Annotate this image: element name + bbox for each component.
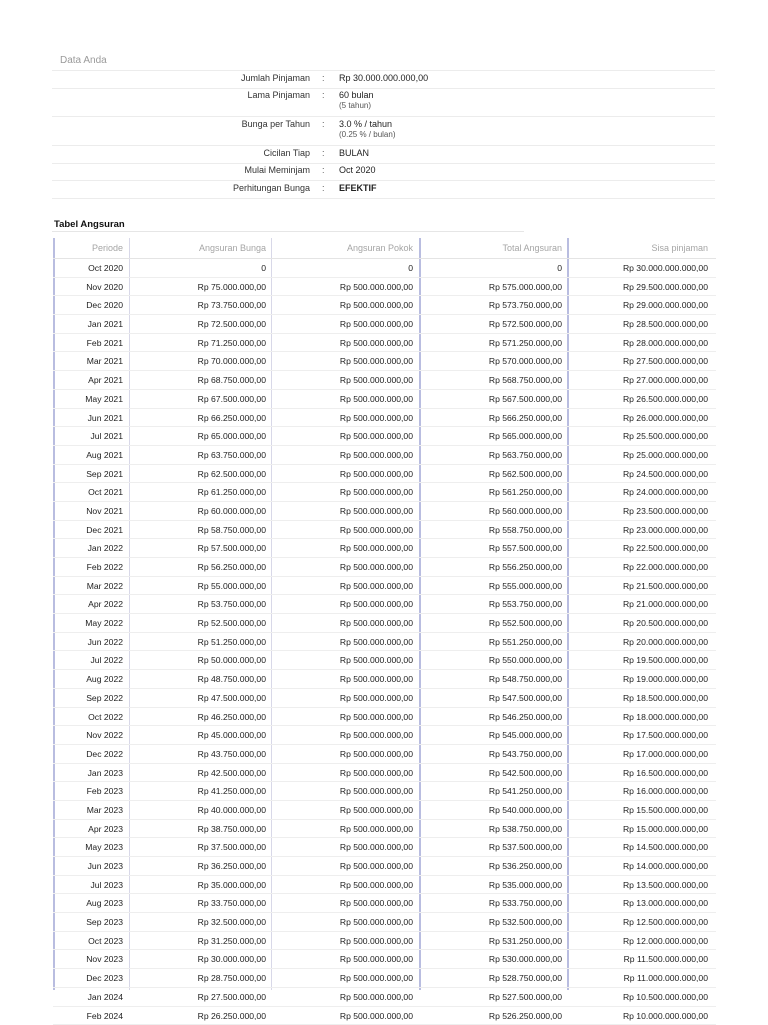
cell-angsuran-pokok: Rp 500.000.000,00 [275,618,413,628]
table-row [53,801,716,820]
info-value: Rp 30.000.000.000,00 [339,73,428,84]
info-label: Perhitungan Bunga [233,183,310,194]
cell-total-angsuran: Rp 551.250.000,00 [423,637,562,647]
table-row [53,502,716,521]
cell-angsuran-bunga: Rp 48.750.000,00 [133,674,266,684]
cell-periode: May 2023 [53,842,123,852]
table-row [53,539,716,558]
table-row [53,838,716,857]
cell-total-angsuran: 0 [423,263,562,273]
cell-total-angsuran: Rp 557.500.000,00 [423,543,562,553]
info-label: Cicilan Tiap [263,148,310,159]
table-row [53,352,716,371]
cell-sisa-pinjaman: Rp 22.500.000.000,00 [571,543,708,553]
cell-angsuran-pokok: Rp 500.000.000,00 [275,992,413,1002]
table-row [53,315,716,334]
cell-total-angsuran: Rp 575.000.000,00 [423,282,562,292]
cell-sisa-pinjaman: Rp 29.500.000.000,00 [571,282,708,292]
table-row [53,577,716,596]
cell-angsuran-bunga: Rp 28.750.000,00 [133,973,266,983]
cell-angsuran-pokok: Rp 500.000.000,00 [275,898,413,908]
cell-angsuran-bunga: Rp 70.000.000,00 [133,356,266,366]
cell-angsuran-bunga: Rp 68.750.000,00 [133,375,266,385]
table-row [53,651,716,670]
cell-angsuran-bunga: Rp 40.000.000,00 [133,805,266,815]
cell-periode: Aug 2023 [53,898,123,908]
cell-periode: Jan 2021 [53,319,123,329]
cell-periode: Jun 2023 [53,861,123,871]
cell-sisa-pinjaman: Rp 14.000.000.000,00 [571,861,708,871]
cell-periode: Feb 2022 [53,562,123,572]
cell-angsuran-bunga: Rp 73.750.000,00 [133,300,266,310]
cell-sisa-pinjaman: Rp 13.500.000.000,00 [571,880,708,890]
cell-sisa-pinjaman: Rp 21.000.000.000,00 [571,599,708,609]
table-row [53,427,716,446]
cell-periode: Apr 2022 [53,599,123,609]
cell-angsuran-bunga: Rp 55.000.000,00 [133,581,266,591]
cell-periode: Jan 2022 [53,543,123,553]
cell-angsuran-bunga: Rp 60.000.000,00 [133,506,266,516]
header-periode[interactable]: Periode [53,243,123,253]
table-row [53,595,716,614]
cell-angsuran-bunga: Rp 65.000.000,00 [133,431,266,441]
cell-sisa-pinjaman: Rp 26.500.000.000,00 [571,394,708,404]
cell-angsuran-pokok: Rp 500.000.000,00 [275,749,413,759]
cell-periode: Apr 2023 [53,824,123,834]
cell-periode: Jul 2023 [53,880,123,890]
cell-sisa-pinjaman: Rp 17.500.000.000,00 [571,730,708,740]
cell-angsuran-pokok: Rp 500.000.000,00 [275,375,413,385]
cell-total-angsuran: Rp 527.500.000,00 [423,992,562,1002]
tabel-angsuran-title: Tabel Angsuran [54,219,125,230]
cell-sisa-pinjaman: Rp 27.000.000.000,00 [571,375,708,385]
cell-angsuran-pokok: Rp 500.000.000,00 [275,338,413,348]
cell-sisa-pinjaman: Rp 10.500.000.000,00 [571,992,708,1002]
cell-sisa-pinjaman: Rp 26.000.000.000,00 [571,413,708,423]
table-row [53,782,716,801]
cell-total-angsuran: Rp 565.000.000,00 [423,431,562,441]
cell-angsuran-pokok: Rp 500.000.000,00 [275,450,413,460]
cell-angsuran-pokok: Rp 500.000.000,00 [275,1011,413,1021]
cell-total-angsuran: Rp 560.000.000,00 [423,506,562,516]
cell-periode: Oct 2023 [53,936,123,946]
table-row [53,334,716,353]
table-row [53,296,716,315]
cell-angsuran-bunga: Rp 33.750.000,00 [133,898,266,908]
cell-periode: Sep 2021 [53,469,123,479]
cell-total-angsuran: Rp 535.000.000,00 [423,880,562,890]
table-row [53,745,716,764]
table-row [53,521,716,540]
cell-angsuran-pokok: Rp 500.000.000,00 [275,356,413,366]
cell-sisa-pinjaman: Rp 30.000.000.000,00 [571,263,708,273]
cell-angsuran-bunga: Rp 62.500.000,00 [133,469,266,479]
cell-angsuran-pokok: Rp 500.000.000,00 [275,674,413,684]
cell-sisa-pinjaman: Rp 17.000.000.000,00 [571,749,708,759]
cell-angsuran-bunga: Rp 63.750.000,00 [133,450,266,460]
info-value: BULAN [339,148,369,159]
table-row [53,1007,716,1025]
table-row [53,390,716,409]
cell-periode: Dec 2023 [53,973,123,983]
cell-total-angsuran: Rp 540.000.000,00 [423,805,562,815]
info-colon: : [322,148,325,159]
cell-total-angsuran: Rp 526.250.000,00 [423,1011,562,1021]
cell-periode: May 2022 [53,618,123,628]
cell-periode: Feb 2024 [53,1011,123,1021]
info-colon: : [322,90,325,101]
info-value [339,119,395,140]
cell-total-angsuran: Rp 546.250.000,00 [423,712,562,722]
table-row [53,969,716,988]
cell-total-angsuran: Rp 532.500.000,00 [423,917,562,927]
info-colon: : [322,165,325,176]
info-label: Bunga per Tahun [242,119,310,130]
cell-periode: May 2021 [53,394,123,404]
cell-total-angsuran: Rp 571.250.000,00 [423,338,562,348]
cell-angsuran-bunga: Rp 67.500.000,00 [133,394,266,404]
cell-total-angsuran: Rp 530.000.000,00 [423,954,562,964]
cell-angsuran-pokok: Rp 500.000.000,00 [275,282,413,292]
cell-angsuran-pokok: Rp 500.000.000,00 [275,562,413,572]
cell-total-angsuran: Rp 566.250.000,00 [423,413,562,423]
cell-angsuran-bunga: Rp 47.500.000,00 [133,693,266,703]
cell-periode: Dec 2021 [53,525,123,535]
cell-total-angsuran: Rp 528.750.000,00 [423,973,562,983]
cell-sisa-pinjaman: Rp 24.500.000.000,00 [571,469,708,479]
cell-angsuran-bunga: Rp 32.500.000,00 [133,917,266,927]
table-row [53,894,716,913]
cell-angsuran-pokok: Rp 500.000.000,00 [275,768,413,778]
cell-total-angsuran: Rp 552.500.000,00 [423,618,562,628]
table-row [53,633,716,652]
cell-total-angsuran: Rp 570.000.000,00 [423,356,562,366]
cell-total-angsuran: Rp 567.500.000,00 [423,394,562,404]
info-value-sub: (0.25 % / bulan) [339,130,395,140]
cell-angsuran-bunga: Rp 57.500.000,00 [133,543,266,553]
info-value: Oct 2020 [339,165,376,176]
cell-total-angsuran: Rp 562.500.000,00 [423,469,562,479]
table-row [53,876,716,895]
cell-sisa-pinjaman: Rp 18.000.000.000,00 [571,712,708,722]
table-row [53,820,716,839]
cell-angsuran-pokok: Rp 500.000.000,00 [275,525,413,535]
cell-angsuran-pokok: Rp 500.000.000,00 [275,319,413,329]
cell-angsuran-bunga: 0 [133,263,266,273]
header-angsuran-pokok[interactable]: Angsuran Pokok [275,243,413,253]
cell-angsuran-bunga: Rp 52.500.000,00 [133,618,266,628]
cell-total-angsuran: Rp 541.250.000,00 [423,786,562,796]
cell-sisa-pinjaman: Rp 28.500.000.000,00 [571,319,708,329]
cell-angsuran-pokok: Rp 500.000.000,00 [275,973,413,983]
cell-angsuran-pokok: Rp 500.000.000,00 [275,880,413,890]
cell-sisa-pinjaman: Rp 15.000.000.000,00 [571,824,708,834]
cell-angsuran-bunga: Rp 66.250.000,00 [133,413,266,423]
cell-sisa-pinjaman: Rp 13.000.000.000,00 [571,898,708,908]
cell-angsuran-bunga: Rp 53.750.000,00 [133,599,266,609]
cell-sisa-pinjaman: Rp 19.500.000.000,00 [571,655,708,665]
cell-periode: Dec 2022 [53,749,123,759]
cell-periode: Apr 2021 [53,375,123,385]
info-label: Jumlah Pinjaman [241,73,310,84]
cell-angsuran-bunga: Rp 72.500.000,00 [133,319,266,329]
cell-angsuran-pokok: Rp 500.000.000,00 [275,431,413,441]
cell-periode: Nov 2020 [53,282,123,292]
cell-periode: Oct 2021 [53,487,123,497]
table-row [53,726,716,745]
cell-total-angsuran: Rp 545.000.000,00 [423,730,562,740]
cell-angsuran-pokok: Rp 500.000.000,00 [275,413,413,423]
table-row [53,483,716,502]
cell-angsuran-bunga: Rp 38.750.000,00 [133,824,266,834]
divider [52,180,715,181]
cell-sisa-pinjaman: Rp 23.000.000.000,00 [571,525,708,535]
cell-total-angsuran: Rp 547.500.000,00 [423,693,562,703]
cell-angsuran-pokok: Rp 500.000.000,00 [275,394,413,404]
cell-angsuran-bunga: Rp 46.250.000,00 [133,712,266,722]
cell-angsuran-pokok: Rp 500.000.000,00 [275,506,413,516]
cell-angsuran-bunga: Rp 42.500.000,00 [133,768,266,778]
cell-sisa-pinjaman: Rp 28.000.000.000,00 [571,338,708,348]
cell-sisa-pinjaman: Rp 19.000.000.000,00 [571,674,708,684]
cell-angsuran-pokok: 0 [275,263,413,273]
cell-periode: Nov 2022 [53,730,123,740]
table-row [53,558,716,577]
cell-sisa-pinjaman: Rp 23.500.000.000,00 [571,506,708,516]
table-row [53,670,716,689]
cell-total-angsuran: Rp 553.750.000,00 [423,599,562,609]
table-row [53,689,716,708]
cell-sisa-pinjaman: Rp 11.500.000.000,00 [571,954,708,964]
cell-angsuran-pokok: Rp 500.000.000,00 [275,599,413,609]
cell-angsuran-bunga: Rp 58.750.000,00 [133,525,266,535]
info-value: EFEKTIF [339,183,377,194]
table-row [53,988,716,1007]
cell-periode: Nov 2021 [53,506,123,516]
table-row [53,371,716,390]
divider [52,145,715,146]
installment-table [53,238,716,1025]
info-value-main: 3.0 % / tahun [339,119,392,129]
cell-angsuran-bunga: Rp 56.250.000,00 [133,562,266,572]
cell-periode: Oct 2020 [53,263,123,273]
cell-sisa-pinjaman: Rp 11.000.000.000,00 [571,973,708,983]
info-value-sub: (5 tahun) [339,101,374,111]
table-row [53,614,716,633]
info-label: Lama Pinjaman [247,90,310,101]
cell-angsuran-pokok: Rp 500.000.000,00 [275,300,413,310]
cell-angsuran-pokok: Rp 500.000.000,00 [275,487,413,497]
cell-angsuran-pokok: Rp 500.000.000,00 [275,543,413,553]
table-row [53,465,716,484]
cell-sisa-pinjaman: Rp 29.000.000.000,00 [571,300,708,310]
divider [52,70,715,71]
cell-angsuran-bunga: Rp 37.500.000,00 [133,842,266,852]
cell-angsuran-bunga: Rp 26.250.000,00 [133,1011,266,1021]
cell-sisa-pinjaman: Rp 24.000.000.000,00 [571,487,708,497]
divider [52,231,524,232]
cell-sisa-pinjaman: Rp 25.000.000.000,00 [571,450,708,460]
cell-total-angsuran: Rp 548.750.000,00 [423,674,562,684]
cell-periode: Mar 2023 [53,805,123,815]
info-value [339,90,374,111]
table-row [53,913,716,932]
cell-total-angsuran: Rp 538.750.000,00 [423,824,562,834]
cell-angsuran-bunga: Rp 35.000.000,00 [133,880,266,890]
table-row [53,446,716,465]
cell-angsuran-pokok: Rp 500.000.000,00 [275,954,413,964]
cell-sisa-pinjaman: Rp 15.500.000.000,00 [571,805,708,815]
cell-angsuran-pokok: Rp 500.000.000,00 [275,712,413,722]
cell-periode: Mar 2022 [53,581,123,591]
cell-periode: Feb 2021 [53,338,123,348]
cell-periode: Aug 2022 [53,674,123,684]
cell-sisa-pinjaman: Rp 21.500.000.000,00 [571,581,708,591]
cell-periode: Jan 2023 [53,768,123,778]
table-header [53,238,716,259]
table-row [53,409,716,428]
cell-angsuran-pokok: Rp 500.000.000,00 [275,917,413,927]
cell-sisa-pinjaman: Rp 20.000.000.000,00 [571,637,708,647]
divider [52,198,715,199]
cell-periode: Jun 2022 [53,637,123,647]
table-row [53,764,716,783]
table-row [53,259,716,278]
cell-sisa-pinjaman: Rp 27.500.000.000,00 [571,356,708,366]
cell-angsuran-bunga: Rp 61.250.000,00 [133,487,266,497]
table-row [53,708,716,727]
cell-periode: Dec 2020 [53,300,123,310]
table-body [53,259,716,1025]
cell-periode: Jul 2022 [53,655,123,665]
cell-periode: Oct 2022 [53,712,123,722]
cell-total-angsuran: Rp 542.500.000,00 [423,768,562,778]
cell-total-angsuran: Rp 556.250.000,00 [423,562,562,572]
table-row [53,278,716,297]
cell-total-angsuran: Rp 573.750.000,00 [423,300,562,310]
table-row [53,932,716,951]
cell-angsuran-bunga: Rp 51.250.000,00 [133,637,266,647]
table-row [53,950,716,969]
info-value-main: 60 bulan [339,90,374,100]
cell-angsuran-bunga: Rp 50.000.000,00 [133,655,266,665]
cell-total-angsuran: Rp 563.750.000,00 [423,450,562,460]
cell-angsuran-bunga: Rp 30.000.000,00 [133,954,266,964]
divider [52,116,715,117]
cell-periode: Feb 2023 [53,786,123,796]
cell-angsuran-pokok: Rp 500.000.000,00 [275,637,413,647]
cell-total-angsuran: Rp 558.750.000,00 [423,525,562,535]
cell-total-angsuran: Rp 550.000.000,00 [423,655,562,665]
cell-angsuran-pokok: Rp 500.000.000,00 [275,861,413,871]
cell-angsuran-pokok: Rp 500.000.000,00 [275,581,413,591]
cell-sisa-pinjaman: Rp 12.000.000.000,00 [571,936,708,946]
cell-angsuran-bunga: Rp 75.000.000,00 [133,282,266,292]
divider [52,88,715,89]
cell-sisa-pinjaman: Rp 22.000.000.000,00 [571,562,708,572]
cell-angsuran-pokok: Rp 500.000.000,00 [275,693,413,703]
info-colon: : [322,119,325,130]
cell-total-angsuran: Rp 536.250.000,00 [423,861,562,871]
cell-periode: Sep 2023 [53,917,123,927]
cell-total-angsuran: Rp 561.250.000,00 [423,487,562,497]
cell-angsuran-bunga: Rp 41.250.000,00 [133,786,266,796]
cell-sisa-pinjaman: Rp 25.500.000.000,00 [571,431,708,441]
cell-angsuran-pokok: Rp 500.000.000,00 [275,824,413,834]
cell-total-angsuran: Rp 568.750.000,00 [423,375,562,385]
header-angsuran-bunga[interactable]: Angsuran Bunga [133,243,266,253]
table-row [53,857,716,876]
cell-angsuran-bunga: Rp 43.750.000,00 [133,749,266,759]
cell-periode: Mar 2021 [53,356,123,366]
cell-total-angsuran: Rp 531.250.000,00 [423,936,562,946]
cell-total-angsuran: Rp 533.750.000,00 [423,898,562,908]
cell-periode: Jun 2021 [53,413,123,423]
cell-sisa-pinjaman: Rp 14.500.000.000,00 [571,842,708,852]
cell-angsuran-pokok: Rp 500.000.000,00 [275,805,413,815]
cell-angsuran-pokok: Rp 500.000.000,00 [275,842,413,852]
cell-sisa-pinjaman: Rp 18.500.000.000,00 [571,693,708,703]
info-colon: : [322,183,325,194]
cell-angsuran-bunga: Rp 27.500.000,00 [133,992,266,1002]
cell-angsuran-bunga: Rp 71.250.000,00 [133,338,266,348]
cell-total-angsuran: Rp 572.500.000,00 [423,319,562,329]
cell-sisa-pinjaman: Rp 20.500.000.000,00 [571,618,708,628]
cell-periode: Jul 2021 [53,431,123,441]
cell-angsuran-pokok: Rp 500.000.000,00 [275,655,413,665]
cell-periode: Jan 2024 [53,992,123,1002]
divider [52,163,715,164]
cell-sisa-pinjaman: Rp 16.500.000.000,00 [571,768,708,778]
cell-periode: Aug 2021 [53,450,123,460]
data-anda-title: Data Anda [60,55,107,66]
cell-angsuran-bunga: Rp 36.250.000,00 [133,861,266,871]
info-label: Mulai Meminjam [244,165,310,176]
cell-periode: Nov 2023 [53,954,123,964]
cell-angsuran-bunga: Rp 45.000.000,00 [133,730,266,740]
cell-angsuran-bunga: Rp 31.250.000,00 [133,936,266,946]
cell-angsuran-pokok: Rp 500.000.000,00 [275,786,413,796]
cell-sisa-pinjaman: Rp 12.500.000.000,00 [571,917,708,927]
cell-angsuran-pokok: Rp 500.000.000,00 [275,730,413,740]
cell-sisa-pinjaman: Rp 10.000.000.000,00 [571,1011,708,1021]
header-total-angsuran[interactable]: Total Angsuran [423,243,562,253]
cell-total-angsuran: Rp 555.000.000,00 [423,581,562,591]
cell-angsuran-pokok: Rp 500.000.000,00 [275,936,413,946]
cell-total-angsuran: Rp 537.500.000,00 [423,842,562,852]
cell-sisa-pinjaman: Rp 16.000.000.000,00 [571,786,708,796]
cell-periode: Sep 2022 [53,693,123,703]
cell-angsuran-pokok: Rp 500.000.000,00 [275,469,413,479]
info-colon: : [322,73,325,84]
cell-total-angsuran: Rp 543.750.000,00 [423,749,562,759]
header-sisa-pinjaman[interactable]: Sisa pinjaman [571,243,708,253]
